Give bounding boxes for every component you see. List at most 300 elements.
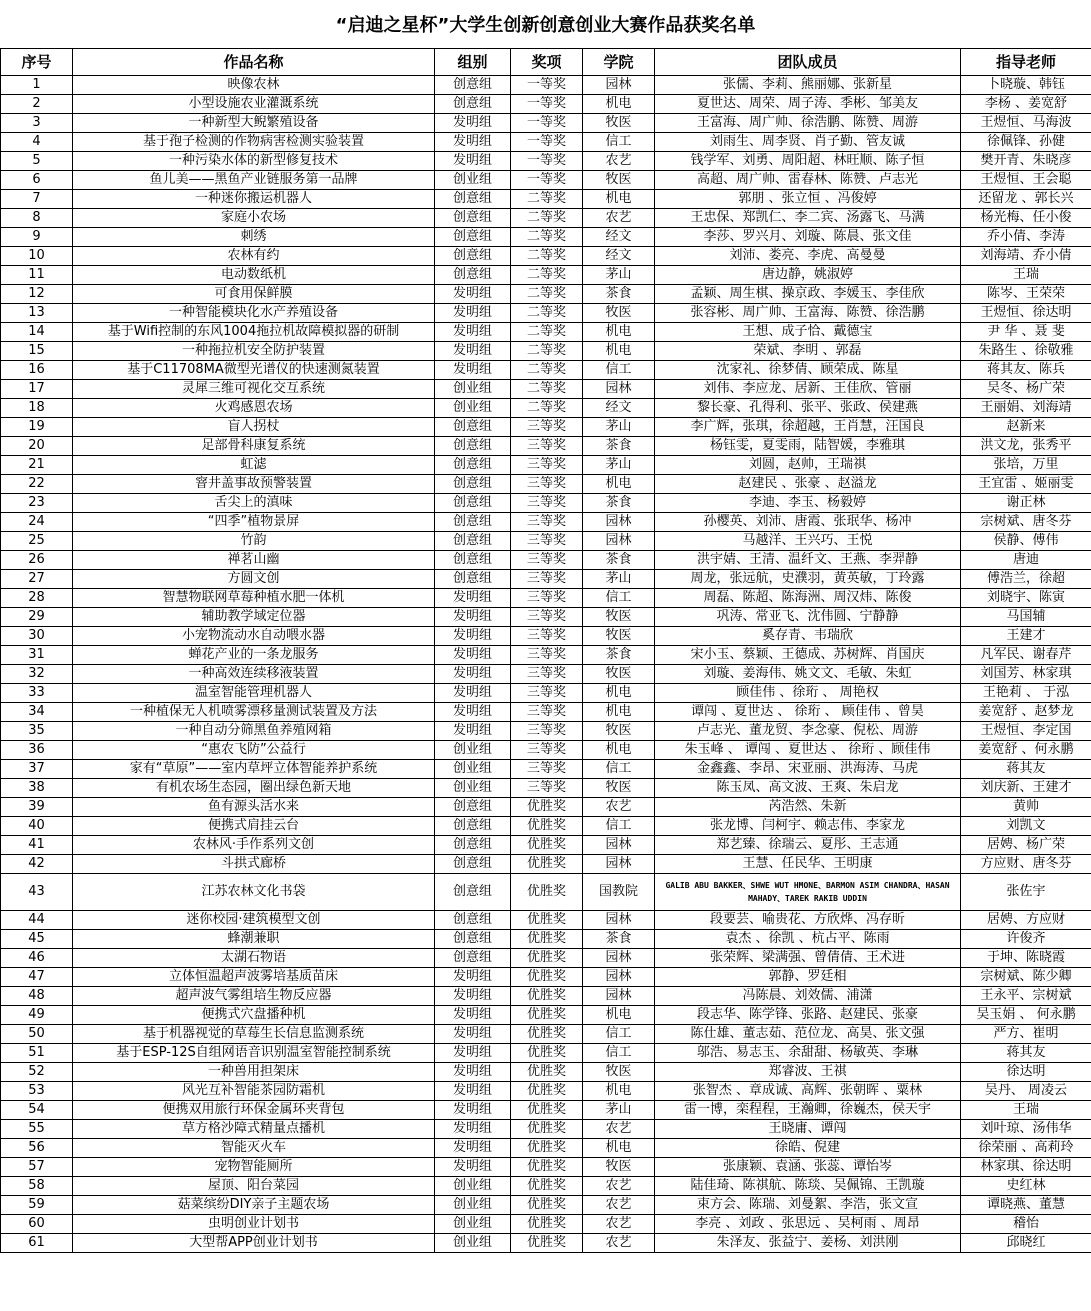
cell-advisor: 樊开青、朱晓彦	[961, 152, 1091, 171]
cell-award: 三等奖	[511, 665, 583, 684]
cell-college: 信工	[583, 361, 655, 380]
cell-advisor: 张佐宇	[961, 874, 1091, 911]
cell-no: 42	[1, 855, 73, 874]
cell-college: 机电	[583, 323, 655, 342]
cell-award: 优胜奖	[511, 930, 583, 949]
cell-group: 发明组	[435, 703, 511, 722]
cell-team-members: 顾佳伟 、徐珩 、 周艳权	[655, 684, 961, 703]
cell-group: 创意组	[435, 494, 511, 513]
table-row	[1, 684, 1091, 703]
cell-team-members: 徐皓、倪建	[655, 1139, 961, 1158]
cell-advisor: 乔小倩、李涛	[961, 228, 1091, 247]
cell-work-name: 一种智能模块化水产养殖设备	[73, 304, 435, 323]
table-row	[1, 361, 1091, 380]
cell-group: 创意组	[435, 266, 511, 285]
cell-no: 37	[1, 760, 73, 779]
cell-work-name: 蜂潮兼职	[73, 930, 435, 949]
cell-no: 10	[1, 247, 73, 266]
cell-group: 创意组	[435, 874, 511, 911]
cell-advisor: 傅浩兰，徐超	[961, 570, 1091, 589]
cell-group: 创意组	[435, 418, 511, 437]
col-header-no: 序号	[1, 49, 73, 76]
cell-advisor: 宗树斌、唐冬芬	[961, 513, 1091, 532]
cell-no: 13	[1, 304, 73, 323]
cell-group: 创意组	[435, 247, 511, 266]
cell-work-name: 火鸡感恩农场	[73, 399, 435, 418]
cell-group: 发明组	[435, 589, 511, 608]
cell-college: 农艺	[583, 209, 655, 228]
cell-team-members: 段要芸、喻贵花、方欣烨、冯存昕	[655, 911, 961, 930]
cell-college: 农艺	[583, 1215, 655, 1234]
cell-team-members: 王想、成子恰、戴德宝	[655, 323, 961, 342]
cell-no: 57	[1, 1158, 73, 1177]
cell-team-members: 袁杰 、徐凯 、杭占平、陈雨	[655, 930, 961, 949]
table-row	[1, 930, 1091, 949]
cell-award: 二等奖	[511, 209, 583, 228]
cell-advisor: 谭晓燕、董慧	[961, 1196, 1091, 1215]
cell-no: 45	[1, 930, 73, 949]
cell-work-name: 一种植保无人机喷雾漂移量测试装置及方法	[73, 703, 435, 722]
cell-group: 创意组	[435, 817, 511, 836]
cell-college: 园林	[583, 968, 655, 987]
cell-work-name: 菇菜缤纷DIY亲子主题农场	[73, 1196, 435, 1215]
cell-work-name: 刺绣	[73, 228, 435, 247]
cell-work-name: 鱼儿美——黑鱼产业链服务第一品牌	[73, 171, 435, 190]
table-row	[1, 1044, 1091, 1063]
table-row	[1, 418, 1091, 437]
cell-award: 优胜奖	[511, 987, 583, 1006]
cell-award: 一等奖	[511, 133, 583, 152]
cell-work-name: 风光互补智能茶园防霜机	[73, 1082, 435, 1101]
table-row	[1, 646, 1091, 665]
cell-no: 52	[1, 1063, 73, 1082]
cell-group: 发明组	[435, 646, 511, 665]
cell-college: 茅山	[583, 1101, 655, 1120]
cell-college: 农艺	[583, 798, 655, 817]
cell-advisor: 王永平、宗树斌	[961, 987, 1091, 1006]
cell-college: 茶食	[583, 437, 655, 456]
cell-award: 三等奖	[511, 418, 583, 437]
cell-advisor: 洪文龙，张秀平	[961, 437, 1091, 456]
cell-no: 34	[1, 703, 73, 722]
cell-team-members: 周龙，张远航，史濮羽，黄英敏，丁玲露	[655, 570, 961, 589]
cell-award: 三等奖	[511, 475, 583, 494]
cell-work-name: 辅助教学域定位器	[73, 608, 435, 627]
cell-team-members: 卢志光、董龙贸、李念豪、倪松、周游	[655, 722, 961, 741]
cell-group: 发明组	[435, 323, 511, 342]
cell-group: 创意组	[435, 76, 511, 95]
cell-team-members: 洪宇婧、王清、温纤文、王燕、李羿静	[655, 551, 961, 570]
cell-college: 信工	[583, 760, 655, 779]
table-row	[1, 968, 1091, 987]
cell-award: 优胜奖	[511, 1025, 583, 1044]
table-row	[1, 209, 1091, 228]
table-row	[1, 95, 1091, 114]
cell-group: 发明组	[435, 968, 511, 987]
cell-team-members: 朱泽友、张益宁、姜杨、刘洪刚	[655, 1234, 961, 1253]
cell-group: 发明组	[435, 304, 511, 323]
cell-college: 信工	[583, 817, 655, 836]
cell-team-members: 奚存青、韦瑞欣	[655, 627, 961, 646]
cell-group: 发明组	[435, 722, 511, 741]
cell-work-name: 足部骨科康复系统	[73, 437, 435, 456]
cell-work-name: 农林风·手作系列文创	[73, 836, 435, 855]
cell-award: 三等奖	[511, 722, 583, 741]
table-row	[1, 266, 1091, 285]
cell-award: 一等奖	[511, 171, 583, 190]
cell-work-name: 有机农场生态园，圈出绿色新天地	[73, 779, 435, 798]
cell-award: 二等奖	[511, 285, 583, 304]
table-row	[1, 665, 1091, 684]
cell-team-members: 金鑫鑫、李昂、宋亚丽、洪海涛、马虎	[655, 760, 961, 779]
table-row	[1, 171, 1091, 190]
cell-team-members: 刘璇、姜海伟、姚文文、毛敏、朱虹	[655, 665, 961, 684]
cell-advisor: 许俊齐	[961, 930, 1091, 949]
cell-no: 61	[1, 1234, 73, 1253]
cell-no: 2	[1, 95, 73, 114]
cell-no: 17	[1, 380, 73, 399]
table-row	[1, 342, 1091, 361]
cell-no: 50	[1, 1025, 73, 1044]
table-row	[1, 589, 1091, 608]
table-row	[1, 1120, 1091, 1139]
cell-advisor: 王煜恒、马海波	[961, 114, 1091, 133]
cell-no: 46	[1, 949, 73, 968]
cell-college: 农艺	[583, 1234, 655, 1253]
cell-team-members: 孟颖、周生棋、操京政、李媛玉、李佳欣	[655, 285, 961, 304]
cell-award: 优胜奖	[511, 1006, 583, 1025]
cell-work-name: 基于C11708MA微型光谱仪的快速测氮装置	[73, 361, 435, 380]
cell-group: 发明组	[435, 684, 511, 703]
cell-no: 14	[1, 323, 73, 342]
table-row	[1, 1063, 1091, 1082]
cell-advisor: 王宜雷 、姬丽雯	[961, 475, 1091, 494]
cell-no: 58	[1, 1177, 73, 1196]
cell-no: 30	[1, 627, 73, 646]
table-row	[1, 532, 1091, 551]
cell-no: 11	[1, 266, 73, 285]
cell-group: 发明组	[435, 114, 511, 133]
cell-advisor: 侯静、傅伟	[961, 532, 1091, 551]
cell-award: 优胜奖	[511, 949, 583, 968]
cell-advisor: 唐迪	[961, 551, 1091, 570]
cell-college: 农艺	[583, 1120, 655, 1139]
cell-award: 一等奖	[511, 95, 583, 114]
cell-college: 牧医	[583, 1158, 655, 1177]
cell-college: 机电	[583, 703, 655, 722]
cell-advisor: 姜宽舒 、赵梦龙	[961, 703, 1091, 722]
cell-group: 创意组	[435, 551, 511, 570]
table-row	[1, 1158, 1091, 1177]
cell-work-name: 一种污染水体的新型修复技术	[73, 152, 435, 171]
cell-team-members: 张智杰 、章成诚、高辉、张朝晖 、粟林	[655, 1082, 961, 1101]
cell-team-members: 刘伟、李应龙、居新、王佳欣、管丽	[655, 380, 961, 399]
cell-no: 18	[1, 399, 73, 418]
cell-work-name: 映像农林	[73, 76, 435, 95]
awards-table	[0, 48, 1091, 1253]
table-row	[1, 380, 1091, 399]
cell-college: 茶食	[583, 285, 655, 304]
table-row	[1, 741, 1091, 760]
cell-advisor: 王建才	[961, 627, 1091, 646]
cell-no: 6	[1, 171, 73, 190]
cell-no: 15	[1, 342, 73, 361]
cell-team-members: GALIB ABU BAKKER、SHWE WUT HMONE、BARMON ASIM CHANDRA、HASAN MAHADY、TAREK RAKIB UDDIN	[655, 874, 961, 911]
cell-college: 园林	[583, 380, 655, 399]
cell-group: 创意组	[435, 513, 511, 532]
cell-award: 一等奖	[511, 114, 583, 133]
cell-group: 发明组	[435, 1082, 511, 1101]
cell-team-members: 邬浩、易志玉、余甜甜、杨敏英、李琳	[655, 1044, 961, 1063]
cell-college: 经文	[583, 399, 655, 418]
cell-award: 二等奖	[511, 380, 583, 399]
cell-college: 园林	[583, 911, 655, 930]
table-row	[1, 76, 1091, 95]
cell-group: 发明组	[435, 1025, 511, 1044]
cell-award: 二等奖	[511, 247, 583, 266]
cell-college: 农艺	[583, 152, 655, 171]
table-row	[1, 551, 1091, 570]
cell-award: 一等奖	[511, 152, 583, 171]
cell-group: 创意组	[435, 798, 511, 817]
cell-no: 4	[1, 133, 73, 152]
table-row	[1, 949, 1091, 968]
cell-team-members: 杨钰雯，夏雯雨，陆智媛，李雅琪	[655, 437, 961, 456]
cell-college: 牧医	[583, 171, 655, 190]
cell-advisor: 刘庆新、王建才	[961, 779, 1091, 798]
cell-advisor: 王煜恒、徐达明	[961, 304, 1091, 323]
cell-college: 经文	[583, 247, 655, 266]
cell-advisor: 方应财、唐冬芬	[961, 855, 1091, 874]
table-row	[1, 911, 1091, 930]
cell-group: 创意组	[435, 437, 511, 456]
table-row	[1, 855, 1091, 874]
cell-no: 47	[1, 968, 73, 987]
cell-college: 信工	[583, 589, 655, 608]
cell-work-name: 一种兽用担架床	[73, 1063, 435, 1082]
cell-award: 优胜奖	[511, 1196, 583, 1215]
cell-no: 32	[1, 665, 73, 684]
cell-college: 信工	[583, 133, 655, 152]
cell-no: 20	[1, 437, 73, 456]
table-row	[1, 437, 1091, 456]
cell-award: 三等奖	[511, 741, 583, 760]
cell-group: 创业组	[435, 1215, 511, 1234]
cell-advisor: 徐达明	[961, 1063, 1091, 1082]
cell-award: 优胜奖	[511, 1139, 583, 1158]
cell-award: 二等奖	[511, 228, 583, 247]
cell-work-name: 立体恒温超声波雾培基质苗床	[73, 968, 435, 987]
cell-college: 农艺	[583, 1177, 655, 1196]
table-row	[1, 760, 1091, 779]
cell-work-name: 大型帮APP创业计划书	[73, 1234, 435, 1253]
cell-group: 发明组	[435, 152, 511, 171]
cell-no: 44	[1, 911, 73, 930]
col-header-work: 作品名称	[73, 49, 435, 76]
cell-advisor: 蒋其友	[961, 760, 1091, 779]
cell-college: 园林	[583, 987, 655, 1006]
cell-award: 优胜奖	[511, 911, 583, 930]
cell-work-name: 基于机器视觉的草莓生长信息监测系统	[73, 1025, 435, 1044]
cell-team-members: 郑睿波、王祺	[655, 1063, 961, 1082]
cell-work-name: 电动数纸机	[73, 266, 435, 285]
cell-group: 发明组	[435, 1063, 511, 1082]
cell-college: 茶食	[583, 930, 655, 949]
cell-no: 39	[1, 798, 73, 817]
cell-team-members: 李迪、李玉、杨毅婷	[655, 494, 961, 513]
col-header-award: 奖项	[511, 49, 583, 76]
cell-team-members: 荣斌、李明 、郭磊	[655, 342, 961, 361]
table-row	[1, 836, 1091, 855]
cell-no: 7	[1, 190, 73, 209]
cell-work-name: 窨井盖事故预警装置	[73, 475, 435, 494]
cell-advisor: 李杨 、姜宽舒	[961, 95, 1091, 114]
table-row	[1, 228, 1091, 247]
cell-team-members: 刘沛、娄亮、李虎、高曼曼	[655, 247, 961, 266]
cell-work-name: 基于孢子检测的作物病害检测实验装置	[73, 133, 435, 152]
cell-team-members: 周磊、陈超、陈海洲、周汉炜、陈俊	[655, 589, 961, 608]
cell-work-name: 盲人拐杖	[73, 418, 435, 437]
cell-group: 创意组	[435, 190, 511, 209]
cell-advisor: 王瑞	[961, 1101, 1091, 1120]
cell-team-members: 唐边静，姚淑婷	[655, 266, 961, 285]
cell-award: 二等奖	[511, 190, 583, 209]
cell-award: 三等奖	[511, 646, 583, 665]
table-row	[1, 190, 1091, 209]
cell-college: 茅山	[583, 266, 655, 285]
cell-no: 25	[1, 532, 73, 551]
cell-award: 二等奖	[511, 266, 583, 285]
cell-award: 优胜奖	[511, 1158, 583, 1177]
cell-award: 三等奖	[511, 684, 583, 703]
cell-group: 创意组	[435, 475, 511, 494]
cell-no: 21	[1, 456, 73, 475]
cell-team-members: 孙樱英、刘沛、唐霞、张珉华、杨冲	[655, 513, 961, 532]
cell-advisor: 吴冬、杨广荣	[961, 380, 1091, 399]
cell-group: 发明组	[435, 1158, 511, 1177]
cell-college: 茅山	[583, 570, 655, 589]
cell-team-members: 张容彬、周广帅、王富海、陈赞、徐浩鹏	[655, 304, 961, 323]
table-row	[1, 779, 1091, 798]
table-row	[1, 494, 1091, 513]
cell-work-name: 小型设施农业灌溉系统	[73, 95, 435, 114]
cell-group: 发明组	[435, 627, 511, 646]
cell-team-members: 王忠保、郑凯仁、李二宾、汤露飞、马满	[655, 209, 961, 228]
cell-no: 54	[1, 1101, 73, 1120]
cell-advisor: 居娉、方应财	[961, 911, 1091, 930]
cell-award: 三等奖	[511, 513, 583, 532]
table-row	[1, 570, 1091, 589]
table-row	[1, 1215, 1091, 1234]
table-row	[1, 513, 1091, 532]
table-row	[1, 1139, 1091, 1158]
cell-work-name: 虫明创业计划书	[73, 1215, 435, 1234]
cell-work-name: 一种自动分筛黑鱼养殖网箱	[73, 722, 435, 741]
cell-award: 优胜奖	[511, 1101, 583, 1120]
cell-award: 优胜奖	[511, 1082, 583, 1101]
cell-team-members: 朱玉峰 、 谭闯 、夏世达 、 徐珩 、顾佳伟	[655, 741, 961, 760]
cell-no: 26	[1, 551, 73, 570]
cell-team-members: 陈仕雄、董志茹、范位龙、高昊、张文强	[655, 1025, 961, 1044]
cell-team-members: 赵建民 、张豪 、赵溢龙	[655, 475, 961, 494]
cell-award: 三等奖	[511, 532, 583, 551]
cell-award: 优胜奖	[511, 817, 583, 836]
cell-advisor: 严方、崔明	[961, 1025, 1091, 1044]
cell-advisor: 刘国芳、林家琪	[961, 665, 1091, 684]
cell-advisor: 王煜恒、王会聪	[961, 171, 1091, 190]
cell-advisor: 凡军民、谢春芹	[961, 646, 1091, 665]
cell-team-members: 刘雨生、周李贤、肖子勤、管友诚	[655, 133, 961, 152]
cell-award: 三等奖	[511, 760, 583, 779]
cell-no: 12	[1, 285, 73, 304]
cell-work-name: 太湖石物语	[73, 949, 435, 968]
cell-college: 机电	[583, 1082, 655, 1101]
cell-advisor: 朱路生 、徐敬雅	[961, 342, 1091, 361]
cell-group: 创意组	[435, 532, 511, 551]
cell-group: 发明组	[435, 1139, 511, 1158]
cell-award: 优胜奖	[511, 1120, 583, 1139]
cell-award: 三等奖	[511, 437, 583, 456]
cell-group: 创意组	[435, 456, 511, 475]
cell-award: 三等奖	[511, 570, 583, 589]
cell-group: 发明组	[435, 133, 511, 152]
cell-advisor: 黄帅	[961, 798, 1091, 817]
cell-no: 33	[1, 684, 73, 703]
cell-work-name: 家有“草原”——室内草坪立体智能养护系统	[73, 760, 435, 779]
cell-group: 创意组	[435, 949, 511, 968]
cell-team-members: 李广辉，张琪，徐超越，王肖慧，汪国良	[655, 418, 961, 437]
cell-no: 22	[1, 475, 73, 494]
cell-no: 28	[1, 589, 73, 608]
cell-team-members: 冯陈晨、刘效儒、浦潇	[655, 987, 961, 1006]
cell-award: 三等奖	[511, 551, 583, 570]
cell-advisor: 王丽娟、刘海靖	[961, 399, 1091, 418]
table-row	[1, 703, 1091, 722]
cell-team-members: 王富海、周广帅、徐浩鹏、陈赞、周游	[655, 114, 961, 133]
cell-group: 发明组	[435, 608, 511, 627]
table-row	[1, 1082, 1091, 1101]
table-row	[1, 114, 1091, 133]
cell-group: 创业组	[435, 1177, 511, 1196]
cell-work-name: 一种迷你搬运机器人	[73, 190, 435, 209]
table-row	[1, 627, 1091, 646]
cell-college: 茶食	[583, 551, 655, 570]
cell-no: 29	[1, 608, 73, 627]
cell-advisor: 谢正林	[961, 494, 1091, 513]
cell-advisor: 王瑞	[961, 266, 1091, 285]
cell-no: 38	[1, 779, 73, 798]
table-row	[1, 1234, 1091, 1253]
cell-award: 三等奖	[511, 456, 583, 475]
cell-college: 机电	[583, 1139, 655, 1158]
cell-award: 优胜奖	[511, 1063, 583, 1082]
col-header-advisor: 指导老师	[961, 49, 1091, 76]
table-row	[1, 247, 1091, 266]
cell-group: 创意组	[435, 855, 511, 874]
cell-work-name: 基于ESP-12S自组网语音识别温室智能控制系统	[73, 1044, 435, 1063]
cell-work-name: 竹韵	[73, 532, 435, 551]
cell-college: 牧医	[583, 304, 655, 323]
cell-advisor: 陈岑、王荣荣	[961, 285, 1091, 304]
cell-no: 49	[1, 1006, 73, 1025]
cell-advisor: 还留龙 、郭长兴	[961, 190, 1091, 209]
cell-award: 二等奖	[511, 304, 583, 323]
cell-college: 园林	[583, 836, 655, 855]
cell-work-name: 智能灭火车	[73, 1139, 435, 1158]
cell-no: 3	[1, 114, 73, 133]
cell-college: 园林	[583, 855, 655, 874]
cell-award: 三等奖	[511, 703, 583, 722]
